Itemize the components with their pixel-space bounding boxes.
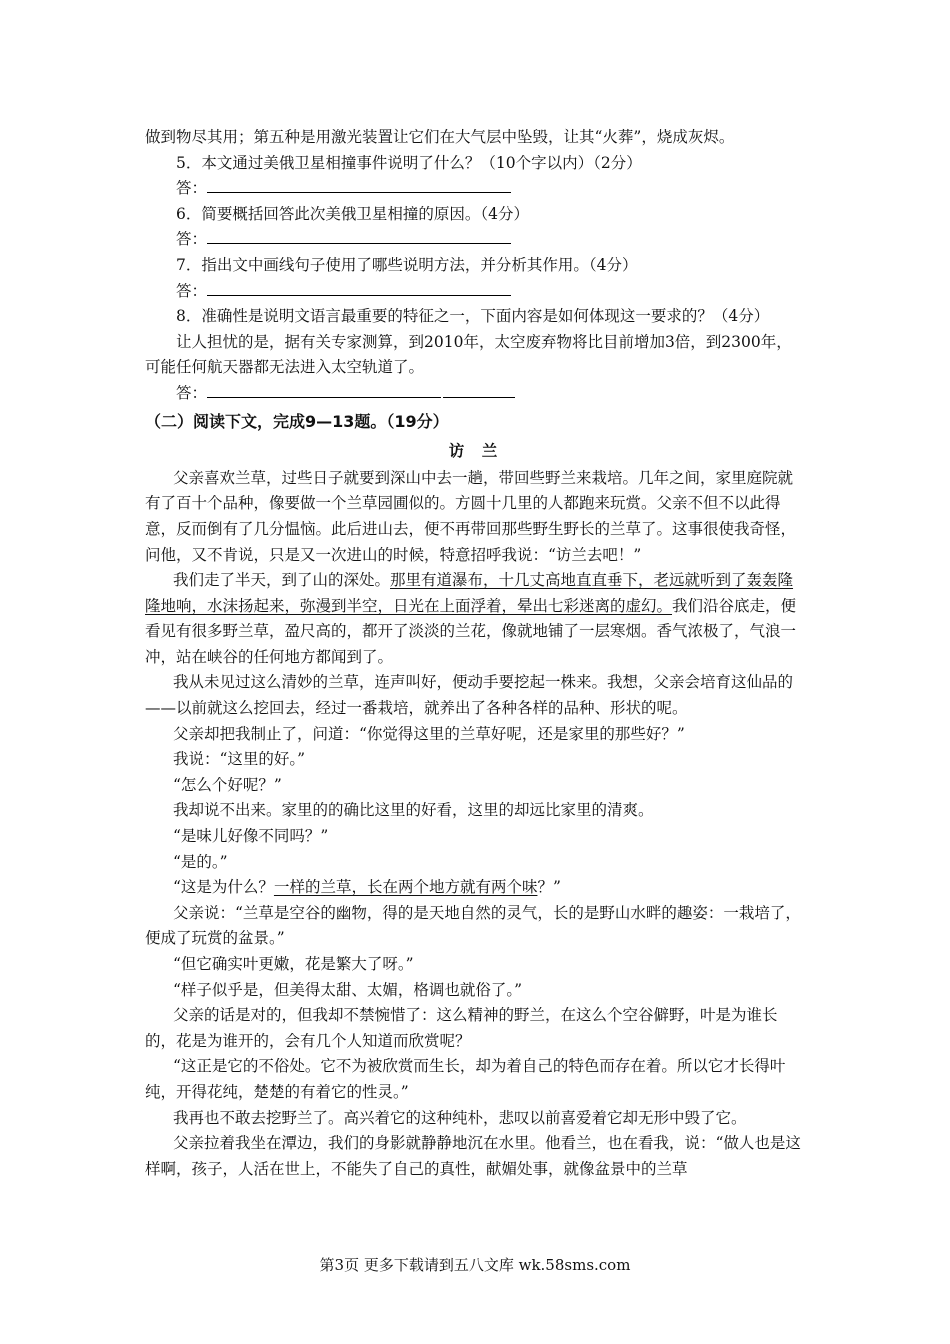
- text-span: 我们走了半天，到了山的深处。: [173, 571, 391, 590]
- answer-line-5: [145, 176, 807, 202]
- paragraph: “怎么个好呢？”: [173, 775, 282, 794]
- paragraph: “样子似乎是，但美得太甜、太媚，格调也就俗了。”: [173, 980, 523, 999]
- underlined-sentence: 那里有道瀑布，十几丈高地直直垂下，老远就听到了轰轰隆隆地响，水沫扬起来，弥漫到半空，日光在上面浮着，晕出七彩迷离的虚幻。: [145, 571, 794, 615]
- answer-line-8: [145, 381, 807, 407]
- question-8-quote: 让人担忧的是，据有关专家测算，到2010年，太空废弃物将比目前增加3倍，到2300年，可能任何航天器都无法进入太空轨道了。: [145, 332, 792, 377]
- answer-label: 答：: [176, 179, 208, 198]
- paragraph: “这正是它的不俗处。它不为被欣赏而生长，却为着自己的特色而存在着。所以它才长得叶纯，开得花纯，楚楚的有着它的性灵。”: [145, 1057, 786, 1101]
- paragraph: “是的。”: [173, 852, 228, 871]
- paragraph: 我从未见过这么清妙的兰草，连声叫好，便动手要挖起一株来。我想，父亲会培育这仙品的——以前就这么挖回去，经过一番栽培，就养出了各种各样的品种、形状的呢。: [145, 673, 794, 718]
- text-span: ？”: [537, 878, 561, 897]
- paragraph: [145, 875, 807, 901]
- paragraph: “是味儿好像不同吗？”: [173, 827, 329, 846]
- paragraph: 父亲说：“兰草是空谷的幽物，得的是天地自然的灵气，长的是野山水畔的趣姿：一栽培了，便成了玩赏的盆景。”: [145, 903, 801, 948]
- paragraph: [145, 568, 807, 670]
- paragraph: 我再也不敢去挖野兰了。高兴着它的这种纯朴，悲叹以前喜爱着它却无形中毁了它。: [173, 1108, 747, 1127]
- answer-blank[interactable]: [207, 279, 511, 296]
- intro-line: 做到物尽其用；第五种是用激光装置让它们在大气层中坠毁，让其“火葬”，烧成灰烬。: [145, 128, 735, 146]
- answer-label: 答：: [176, 230, 208, 249]
- answer-label: 答：: [176, 281, 208, 300]
- question-5: 5．本文通过美俄卫星相撞事件说明了什么？（10个字以内）（2分）: [176, 153, 642, 172]
- answer-blank[interactable]: [443, 381, 515, 398]
- question-8: 8．准确性是说明文语言最重要的特征之一，下面内容是如何体现这一要求的？（4分）: [176, 307, 770, 326]
- paragraph: 我说：“这里的好。”: [173, 750, 306, 769]
- text-span: “这是为什么？: [173, 878, 274, 897]
- answer-blank[interactable]: [207, 176, 511, 193]
- paragraph: 父亲的话是对的，但我却不禁惋惜了：这么精神的野兰，在这么个空谷僻野，叶是为谁长的，花是为谁开的，会有几个人知道而欣赏呢？: [145, 1006, 778, 1050]
- page-footer: 第3页 更多下载请到五八文库 wk.58sms.com: [319, 1256, 631, 1274]
- document-page: [145, 125, 807, 1182]
- answer-blank[interactable]: [207, 227, 511, 244]
- answer-line-6: [145, 227, 807, 253]
- paragraph: 父亲喜欢兰草，过些日子就要到深山中去一趟，带回些野兰来栽培。几年之间，家里庭院就有了百十个品种，像要做一个兰草园圃似的。方圆十几里的人都跑来玩赏。父亲不但不以此得意，反而倒有了几分愠恼。此后进山去，便不再带回那些野生野长的兰草了。这事很使我奇怪，问他，又不肯说，只是又一次进山的时候，特意招呼我说：“访兰去吧！”: [145, 468, 797, 564]
- underlined-sentence: 一样的兰草，长在两个地方就有两个味: [273, 878, 538, 897]
- paragraph: 父亲拉着我坐在潭边，我们的身影就静静地沉在水里。他看兰，也在看我，说：“做人也是这样啊，孩子，人活在世上，不能失了自己的真性，献媚处事，就像盆景中的兰草: [145, 1134, 801, 1178]
- answer-blank[interactable]: [207, 381, 441, 398]
- paragraph: “但它确实叶更嫩，花是繁大了呀。”: [173, 955, 414, 973]
- answer-line-7: [145, 279, 807, 305]
- paragraph: 我却说不出来。家里的的确比这里的好看，这里的却远比家里的清爽。: [173, 801, 654, 820]
- text-span: 我们沿谷底走，便看见有很多野兰草，盈尺高的，都开了淡淡的兰花，像就地铺了一层寒烟。香气浓极了，气浪一冲，站在峡谷的任何地方都闻到了。: [145, 596, 797, 666]
- question-6: 6．简要概括回答此次美俄卫星相撞的原因。（4分）: [176, 204, 529, 223]
- question-7: 7．指出文中画线句子使用了哪些说明方法，并分析其作用。（4分）: [176, 255, 638, 274]
- answer-label: 答：: [176, 383, 208, 402]
- paragraph: 父亲却把我制止了，问道：“你觉得这里的兰草好呢，还是家里的那些好？”: [173, 724, 685, 743]
- section-heading: （二）阅读下文，完成9—13题。（19分）: [145, 411, 449, 431]
- article-title: 访 兰: [448, 441, 504, 461]
